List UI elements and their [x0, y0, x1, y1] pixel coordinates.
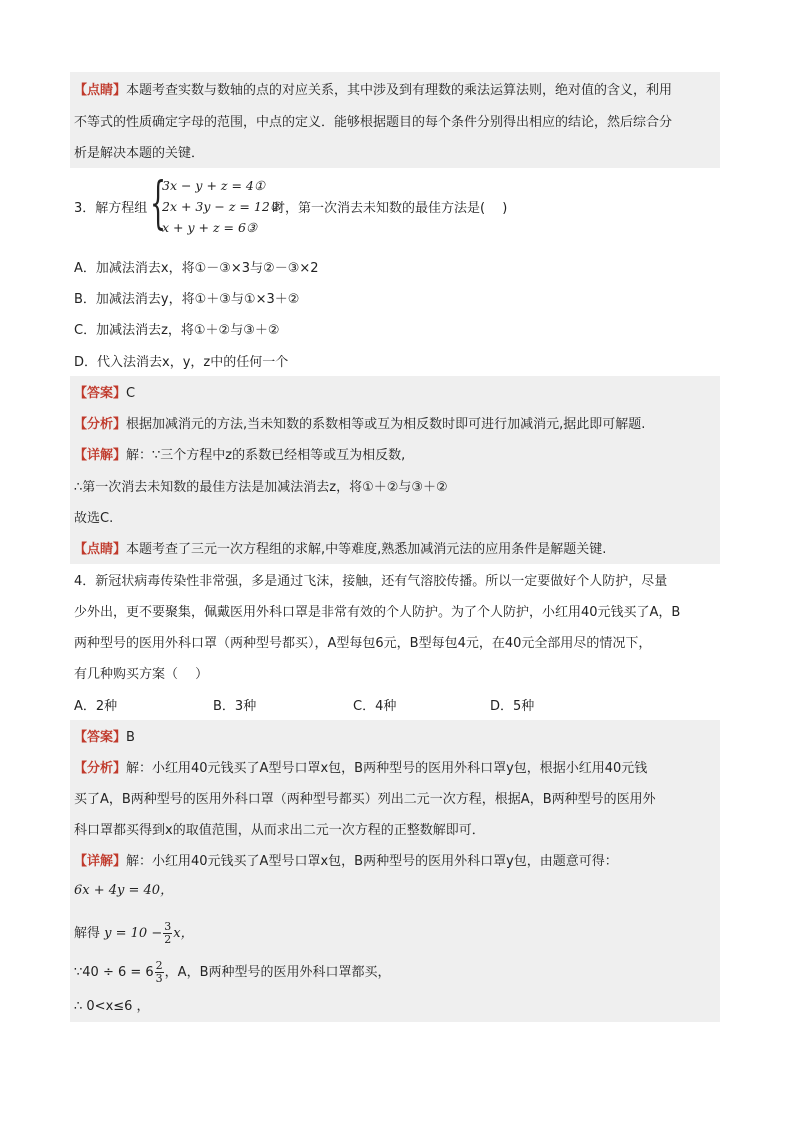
dianjing-line-1: 【点睛】本题考查实数与数轴的点的对应关系，其中涉及到有理数的乘法运算法则，绝对值的含义，利用: [74, 83, 673, 98]
equation-system: [150, 171, 281, 239]
equation-2: 2x + 3y − z = 12②: [162, 199, 281, 214]
q3-solution-block: [70, 376, 720, 564]
q3-detail-2: ∴第一次消去未知数的最佳方法是加减法消去z，将①＋②与③＋②: [74, 480, 448, 495]
detail-tag: 【详解】: [74, 854, 127, 869]
answer-tag: 【答案】: [74, 386, 127, 401]
q3-option-c: C．加减法消去z，将①＋②与③＋②: [74, 323, 280, 338]
q4-option-d: D．5种: [490, 699, 535, 714]
dianjing-line-3: 析是解决本题的关键．: [74, 146, 205, 161]
q4-therefore: ∴ 0<x≤6 ，: [74, 999, 150, 1014]
q4-analysis-2: 买了A，B两种型号的医用外科口罩（两种型号都买）列出二元一次方程，根据A，B两种型号的医用外: [74, 792, 656, 807]
q3-detail-1: 【详解】解：∵三个方程中z的系数已经相等或互为相反数,: [74, 448, 406, 463]
q4-analysis-3: 科口罩都买得到x的取值范围，从而求出二元一次方程的正整数解即可．: [74, 823, 485, 838]
q4-stem-2: 少外出，更不要聚集，佩戴医用外科口罩是非常有效的个人防护。为了个人防护，小红用40元钱买了A，B: [74, 605, 681, 620]
point-tag: 【点睛】: [74, 542, 127, 557]
because-lhs: ∵40 ÷ 6 = 6: [74, 965, 154, 980]
answer-tag: 【答案】: [74, 730, 127, 745]
q4-solve: 解得 y = 10 − $\frac{3}{2}$ x，: [74, 920, 194, 946]
fraction-three-halves: $\frac{3}{2}$: [164, 920, 172, 946]
q4-equation: 6x + 4y = 40，: [74, 883, 174, 898]
solve-lhs: y = 10 −: [104, 926, 163, 941]
brace-symbol: {: [150, 171, 167, 236]
q3-detail-3: 故选C.: [74, 511, 114, 526]
q3-stem-suffix: 时，第一次消去未知数的最佳方法是( ): [272, 201, 508, 216]
q3-answer: 【答案】C: [74, 386, 136, 401]
q3-option-d: D．代入法消去x，y，z中的任何一个: [74, 355, 289, 370]
q3-stem-prefix: 3．解方程组: [74, 201, 148, 216]
q4-option-c: C．4种: [353, 699, 397, 714]
dianjing-line-2: 不等式的性质确定字母的范围，中点的定义．能够根据题目的每个条件分别得出相应的结论，然后综合分: [74, 115, 673, 130]
analysis-tag: 【分析】: [74, 417, 127, 432]
q4-stem-4: 有几种购买方案（ ）: [74, 667, 209, 682]
q4-option-b: B．3种: [213, 699, 257, 714]
q3-analysis: 【分析】根据加减消元的方法,当未知数的系数相等或互为相反数时即可进行加减消元,据此即可解题.: [74, 417, 646, 432]
q4-analysis-1: 【分析】解：小红用40元钱买了A型号口罩x包，B两种型号的医用外科口罩y包，根据小红用40元钱: [74, 761, 648, 776]
q4-answer: 【答案】B: [74, 730, 135, 745]
q4-stem-1: 4．新冠状病毒传染性非常强，多是通过飞沫，接触，还有气溶胶传播。所以一定要做好个人防护，尽量: [74, 574, 668, 589]
fraction-two-thirds: $\frac{2}{3}$: [155, 959, 163, 985]
equation-3: x + y + z = 6③: [162, 220, 258, 235]
q4-because: ∵40 ÷ 6 = 6 $\frac{2}{3}$ ，A，B两种型号的医用外科口罩都买，: [74, 959, 391, 985]
q3-point: 【点睛】本题考查了三元一次方程组的求解,中等难度,熟悉加减消元法的应用条件是解题关键.: [74, 542, 607, 557]
analysis-tag: 【分析】: [74, 761, 127, 776]
q4-option-a: A．2种: [74, 699, 118, 714]
dianjing-tag: 【点睛】: [74, 83, 127, 98]
q3-option-b: B．加减法消去y，将①＋③与①×3＋②: [74, 292, 300, 307]
q4-detail-1: 【详解】解：小红用40元钱买了A型号口罩x包，B两种型号的医用外科口罩y包，由题意可得：: [74, 854, 618, 869]
equation-1: 3x − y + z = 4①: [162, 178, 266, 193]
q3-option-a: A．加减法消去x，将①－③×3与②－③×2: [74, 261, 319, 276]
detail-tag: 【详解】: [74, 448, 127, 463]
q4-stem-3: 两种型号的医用外科口罩（两种型号都买），A型每包6元，B型每包4元，在40元全部用尽的情况下，: [74, 636, 652, 651]
